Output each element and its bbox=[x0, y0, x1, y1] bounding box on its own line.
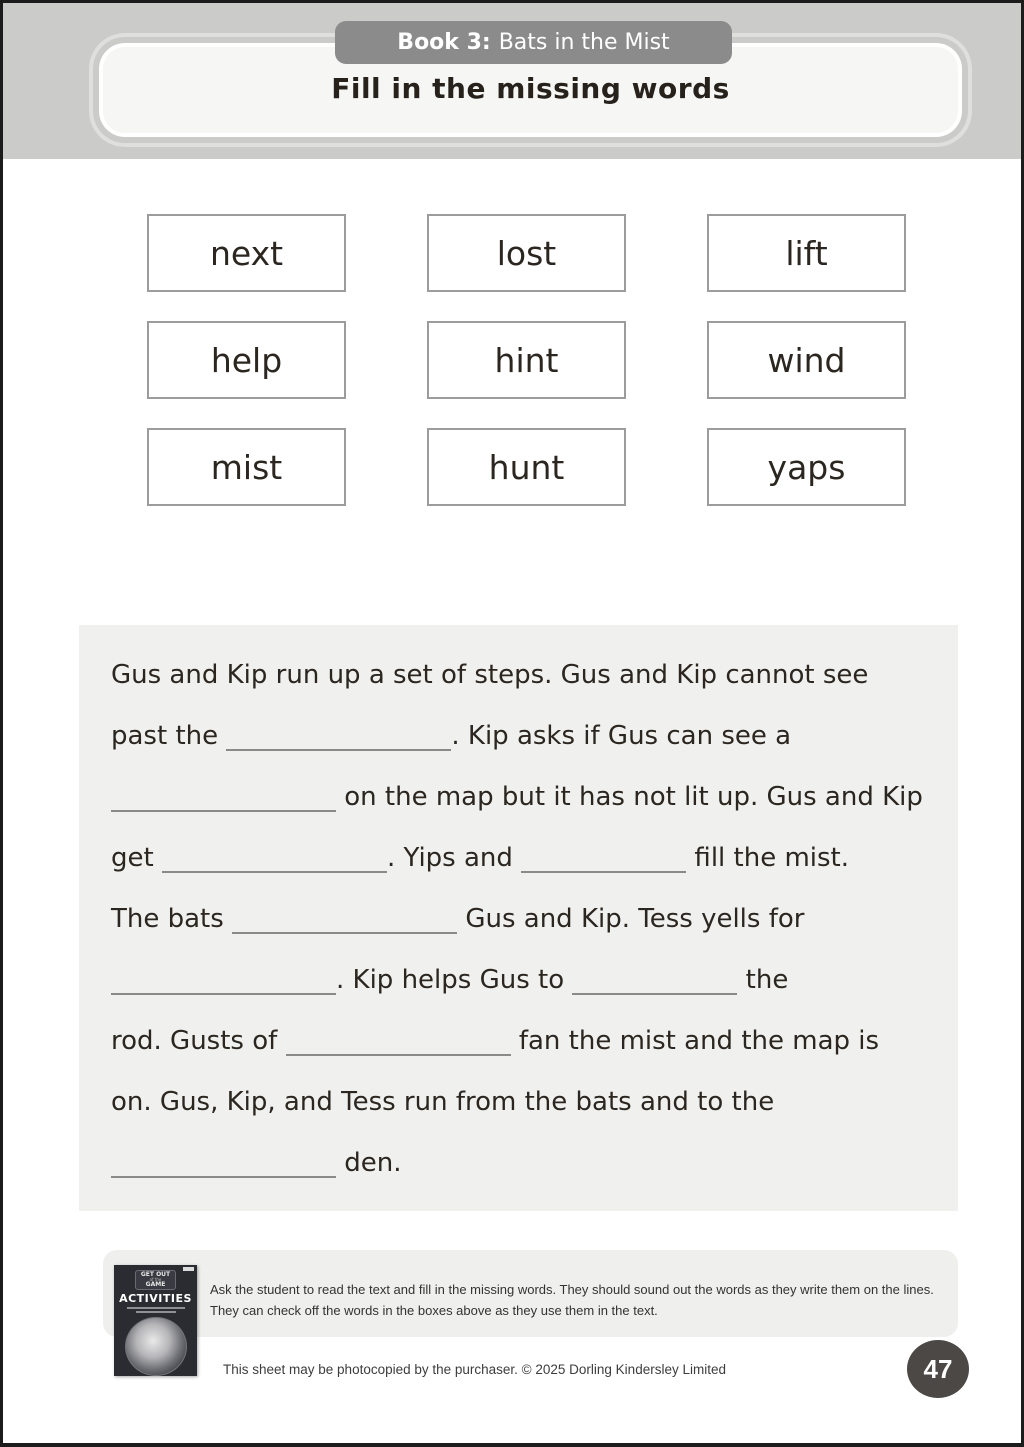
cover-subtitle-line bbox=[136, 1311, 176, 1313]
word-label: lost bbox=[496, 233, 557, 273]
word-label: mist bbox=[210, 447, 283, 487]
passage-line: past the . Kip asks if Gus can see a bbox=[111, 720, 792, 751]
passage-line: den. bbox=[111, 1132, 926, 1193]
answer-blank[interactable] bbox=[521, 857, 686, 873]
cover-subtitle-line bbox=[127, 1307, 185, 1309]
page-title: Fill in the missing words bbox=[331, 72, 730, 105]
teacher-instruction-line1: Ask the student to read the text and fill in the missing words. They should sound out the words as they write them on the lines. bbox=[210, 1282, 934, 1297]
passage-line: . Kip helps Gus to the bbox=[111, 949, 926, 1010]
word-box[interactable] bbox=[427, 428, 626, 506]
answer-blank[interactable] bbox=[572, 979, 737, 995]
book-badge-title: Bats in the Mist bbox=[498, 30, 670, 55]
cover-title: ACTIVITIES bbox=[119, 1292, 192, 1305]
page-number-badge bbox=[907, 1340, 969, 1398]
passage-line: rod. Gusts of fan the mist and the map is bbox=[111, 1025, 880, 1056]
answer-blank[interactable] bbox=[226, 735, 451, 751]
word-box[interactable] bbox=[427, 321, 626, 399]
book-badge-label: Book 3: bbox=[397, 30, 491, 55]
word-box[interactable] bbox=[707, 321, 906, 399]
word-box[interactable] bbox=[147, 321, 346, 399]
word-box[interactable] bbox=[147, 214, 346, 292]
word-label: help bbox=[210, 340, 283, 380]
word-label: wind bbox=[767, 340, 846, 380]
answer-blank[interactable] bbox=[111, 796, 336, 812]
word-box[interactable] bbox=[147, 428, 346, 506]
series-logo-line2: of the bbox=[149, 1277, 162, 1282]
word-label: hunt bbox=[488, 447, 565, 487]
book-badge bbox=[335, 21, 732, 64]
word-label: yaps bbox=[767, 447, 846, 487]
copyright-notice: This sheet may be photocopied by the purchaser. © 2025 Dorling Kindersley Limited bbox=[223, 1362, 726, 1377]
word-box[interactable] bbox=[707, 214, 906, 292]
word-bank bbox=[147, 214, 906, 506]
word-label: next bbox=[209, 233, 284, 273]
series-logo-line1: GET OUT bbox=[140, 1271, 171, 1278]
series-logo bbox=[135, 1270, 176, 1290]
passage-line: get . Yips and fill the mist. bbox=[111, 842, 850, 873]
answer-blank[interactable] bbox=[111, 1162, 336, 1178]
teacher-instruction bbox=[210, 1279, 934, 1321]
word-label: lift bbox=[785, 233, 828, 273]
passage-line: Gus and Kip run up a set of steps. Gus and Kip cannot see bbox=[111, 659, 869, 690]
word-box[interactable] bbox=[707, 428, 906, 506]
page-number: 47 bbox=[923, 1353, 953, 1384]
passage-line: on. Gus, Kip, and Tess run from the bats and to the bbox=[111, 1086, 775, 1117]
passage bbox=[79, 625, 958, 1211]
header-band bbox=[3, 3, 1021, 159]
answer-blank[interactable] bbox=[232, 918, 457, 934]
series-logo-line3: GAME bbox=[145, 1281, 166, 1288]
teacher-instruction-line2: They can check off the words in the boxes above as they use them in the text. bbox=[210, 1303, 658, 1318]
cover-corner-tab bbox=[183, 1267, 194, 1271]
passage-line: The bats Gus and Kip. Tess yells for bbox=[111, 903, 805, 934]
word-label: hint bbox=[494, 340, 559, 380]
answer-blank[interactable] bbox=[111, 979, 336, 995]
word-box[interactable] bbox=[427, 214, 626, 292]
answer-blank[interactable] bbox=[162, 857, 387, 873]
activities-book-cover bbox=[114, 1265, 197, 1376]
cover-illustration bbox=[125, 1317, 187, 1376]
passage-line: on the map but it has not lit up. Gus and Kip bbox=[111, 766, 926, 827]
answer-blank[interactable] bbox=[286, 1040, 511, 1056]
